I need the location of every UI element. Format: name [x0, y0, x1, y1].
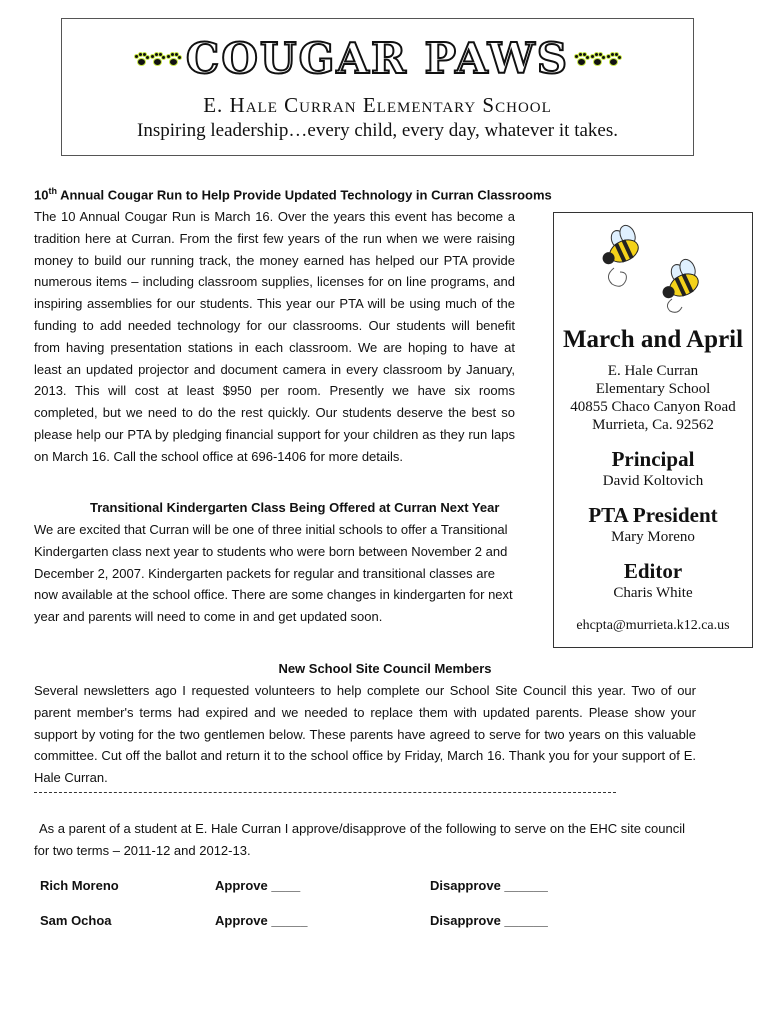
article-3-body: Several newsletters ago I requested volunteers to help complete our School Site Council this year. Two of our parent member's terms had expired and we needed to replace them with updated parents. Please show your support by voting for the two gentlemen below. These parents have agreed to serve for two years on this valuable committee. Cut off the ballot and return it to the school office by Friday, March 16. Thank you for your support of E. Hale Curran. [34, 683, 696, 786]
sidebar-info-box [553, 212, 753, 648]
article-1-heading [34, 186, 552, 202]
editor-name: Charis White [613, 585, 693, 601]
paw-icon [591, 53, 604, 66]
contact-email[interactable]: ehcpta@murrieta.k12.ca.us [576, 618, 730, 633]
paw-icon [167, 53, 180, 66]
paw-icon [575, 53, 588, 66]
bee-icon [554, 213, 752, 318]
paw-icon [151, 53, 164, 66]
article-2-heading: Transitional Kindergarten Class Being Offered at Curran Next Year [90, 500, 500, 515]
paw-prints-right [575, 53, 620, 66]
school-address [554, 362, 752, 434]
article-1-body: The 10 Annual Cougar Run is March 16. Over the years this event has become a tradition here at Curran. From the first few years of the run when we were raising money to build our running track, the money earned has helped our PTA provide numerous items – including classroom supplies, licenses for on line programs, and inspiring assemblies for our students. This year our PTA will be using much of the funding to add needed technology for our classrooms. Our students will benefit from having presentation stations in each classroom. We are hoping to have at least an updated projector and document camera in every classroom by January, 2013. This will cost at least $950 per room. Presently we have six rooms completed, but we need to do the rest quickly. Our students deserve the best so please help our PTA by pledging financial support for your children as they run laps on March 16. Call the school office at 696-1406 for more details. [34, 209, 515, 464]
principal-label: Principal [611, 447, 695, 471]
heading-number: 10 [34, 187, 49, 203]
sidebar-title: March and April [562, 326, 744, 353]
paw-prints-left [135, 53, 180, 66]
address-line: E. Hale Curran [607, 363, 699, 379]
newsletter-title: COUGAR PAWS [185, 34, 570, 83]
paw-icon [135, 53, 148, 66]
school-name: E. Hale Curran Elementary School [203, 93, 552, 117]
disapprove-field[interactable]: Disapprove ______ [430, 878, 548, 893]
candidate-name: Sam Ochoa [40, 913, 112, 928]
approve-field[interactable]: Approve _____ [215, 913, 308, 928]
address-line: 40855 Chaco Canyon Road [570, 399, 736, 415]
pta-president-name: Mary Moreno [611, 529, 695, 545]
editor-label: Editor [623, 559, 683, 583]
paw-icon [607, 53, 620, 66]
bees-illustration [554, 213, 752, 318]
cut-line [34, 792, 616, 793]
disapprove-field[interactable]: Disapprove ______ [430, 913, 548, 928]
principal-name: David Koltovich [602, 473, 704, 489]
candidate-name: Rich Moreno [40, 878, 119, 893]
heading-superscript: th [48, 186, 57, 196]
address-line: Elementary School [595, 381, 711, 397]
masthead [61, 18, 694, 156]
heading-text: Annual Cougar Run to Help Provide Updated Technology in Curran Classrooms [56, 187, 552, 203]
address-line: Murrieta, Ca. 92562 [592, 417, 714, 433]
article-3-heading: New School Site Council Members [278, 661, 492, 676]
article-2-body: We are excited that Curran will be one of three initial schools to offer a Transitional Kindergarten class next year to students who were born between November 2 and December 2, 2007. Kindergarten packets for regular and transitional classes are now available at the school office. There are some changes in kindergarten for next year and parents will need to come in and get updated soon. [34, 522, 513, 625]
school-tagline: Inspiring leadership…every child, every day, whatever it takes. [137, 120, 618, 141]
approve-field[interactable]: Approve ____ [215, 878, 301, 893]
brand-row [62, 33, 693, 85]
ballot-intro: As a parent of a student at E. Hale Curran I approve/disapprove of the following to serve on the EHC site council for two terms – 2011-12 and 2012-13. [34, 821, 686, 858]
pta-president-label: PTA President [588, 503, 718, 527]
